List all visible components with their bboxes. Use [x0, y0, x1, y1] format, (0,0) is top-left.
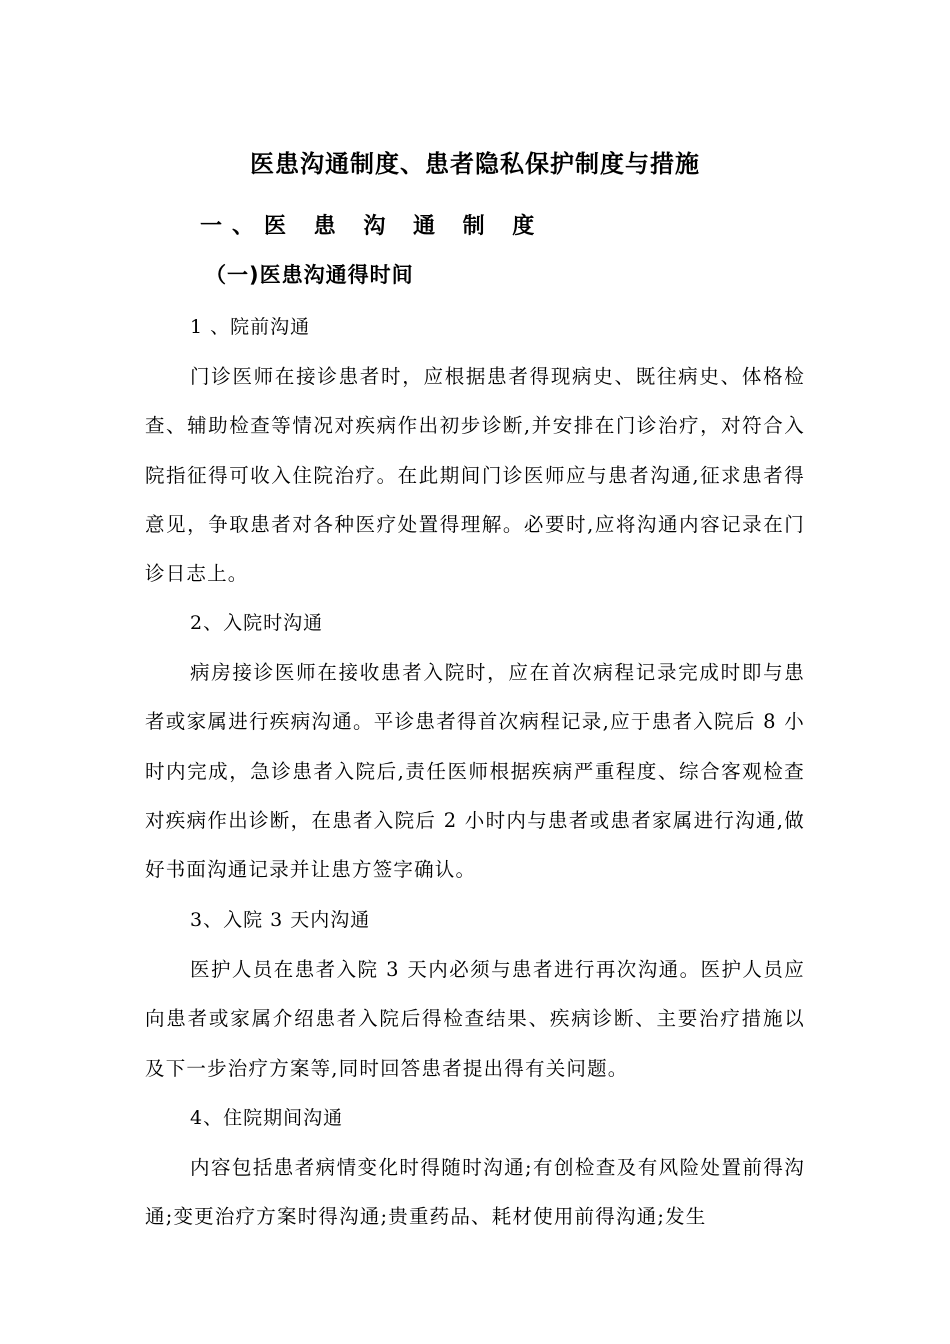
subsection-heading: （一)医患沟通得时间: [205, 263, 414, 287]
paragraph-pre-admission: 门诊医师在接诊患者时，应根据患者得现病史、既往病史、体格检查、辅助检查等情况对疾病作出初步诊断,并安排在门诊治疗，对符合入院指征得可收入住院治疗。在此期间门诊医师应与患者沟通,征求患者得意见，争取患者对各种医疗处置得理解。必要时,应将沟通内容记录在门诊日志上。: [145, 365, 805, 586]
section-heading: 一、医 患 沟 通 制 度: [200, 214, 545, 239]
item-heading-three-days: 3、入院 3 天内沟通: [190, 909, 371, 931]
paragraph-admission: 病房接诊医师在接收患者入院时，应在首次病程记录完成时即与患者或家属进行疾病沟通。平诊患者得首次病程记录,应于患者入院后 8 小时内完成，急诊患者入院后,责任医师根据疾病严重程度、综合客观检查对疾病作出诊断，在患者入院后 2 小时内与患者或患者家属进行沟通,做好书面沟通记录并让患方签字确认。: [145, 661, 805, 882]
paragraph-hospitalization: 内容包括患者病情变化时得随时沟通;有创检查及有风险处置前得沟通;变更治疗方案时得沟通;贵重药品、耗材使用前得沟通;发生: [145, 1156, 805, 1229]
document-title: 医患沟通制度、患者隐私保护制度与措施: [250, 150, 700, 178]
item-heading-pre-admission: 1 、院前沟通: [190, 316, 311, 338]
item-heading-hospitalization: 4、住院期间沟通: [190, 1107, 344, 1129]
paragraph-three-days: 医护人员在患者入院 3 天内必须与患者进行再次沟通。医护人员应向患者或家属介绍患者入院后得检查结果、疾病诊断、主要治疗措施以及下一步治疗方案等,同时回答患者提出得有关问题。: [145, 958, 805, 1080]
item-heading-admission: 2、入院时沟通: [190, 612, 324, 634]
